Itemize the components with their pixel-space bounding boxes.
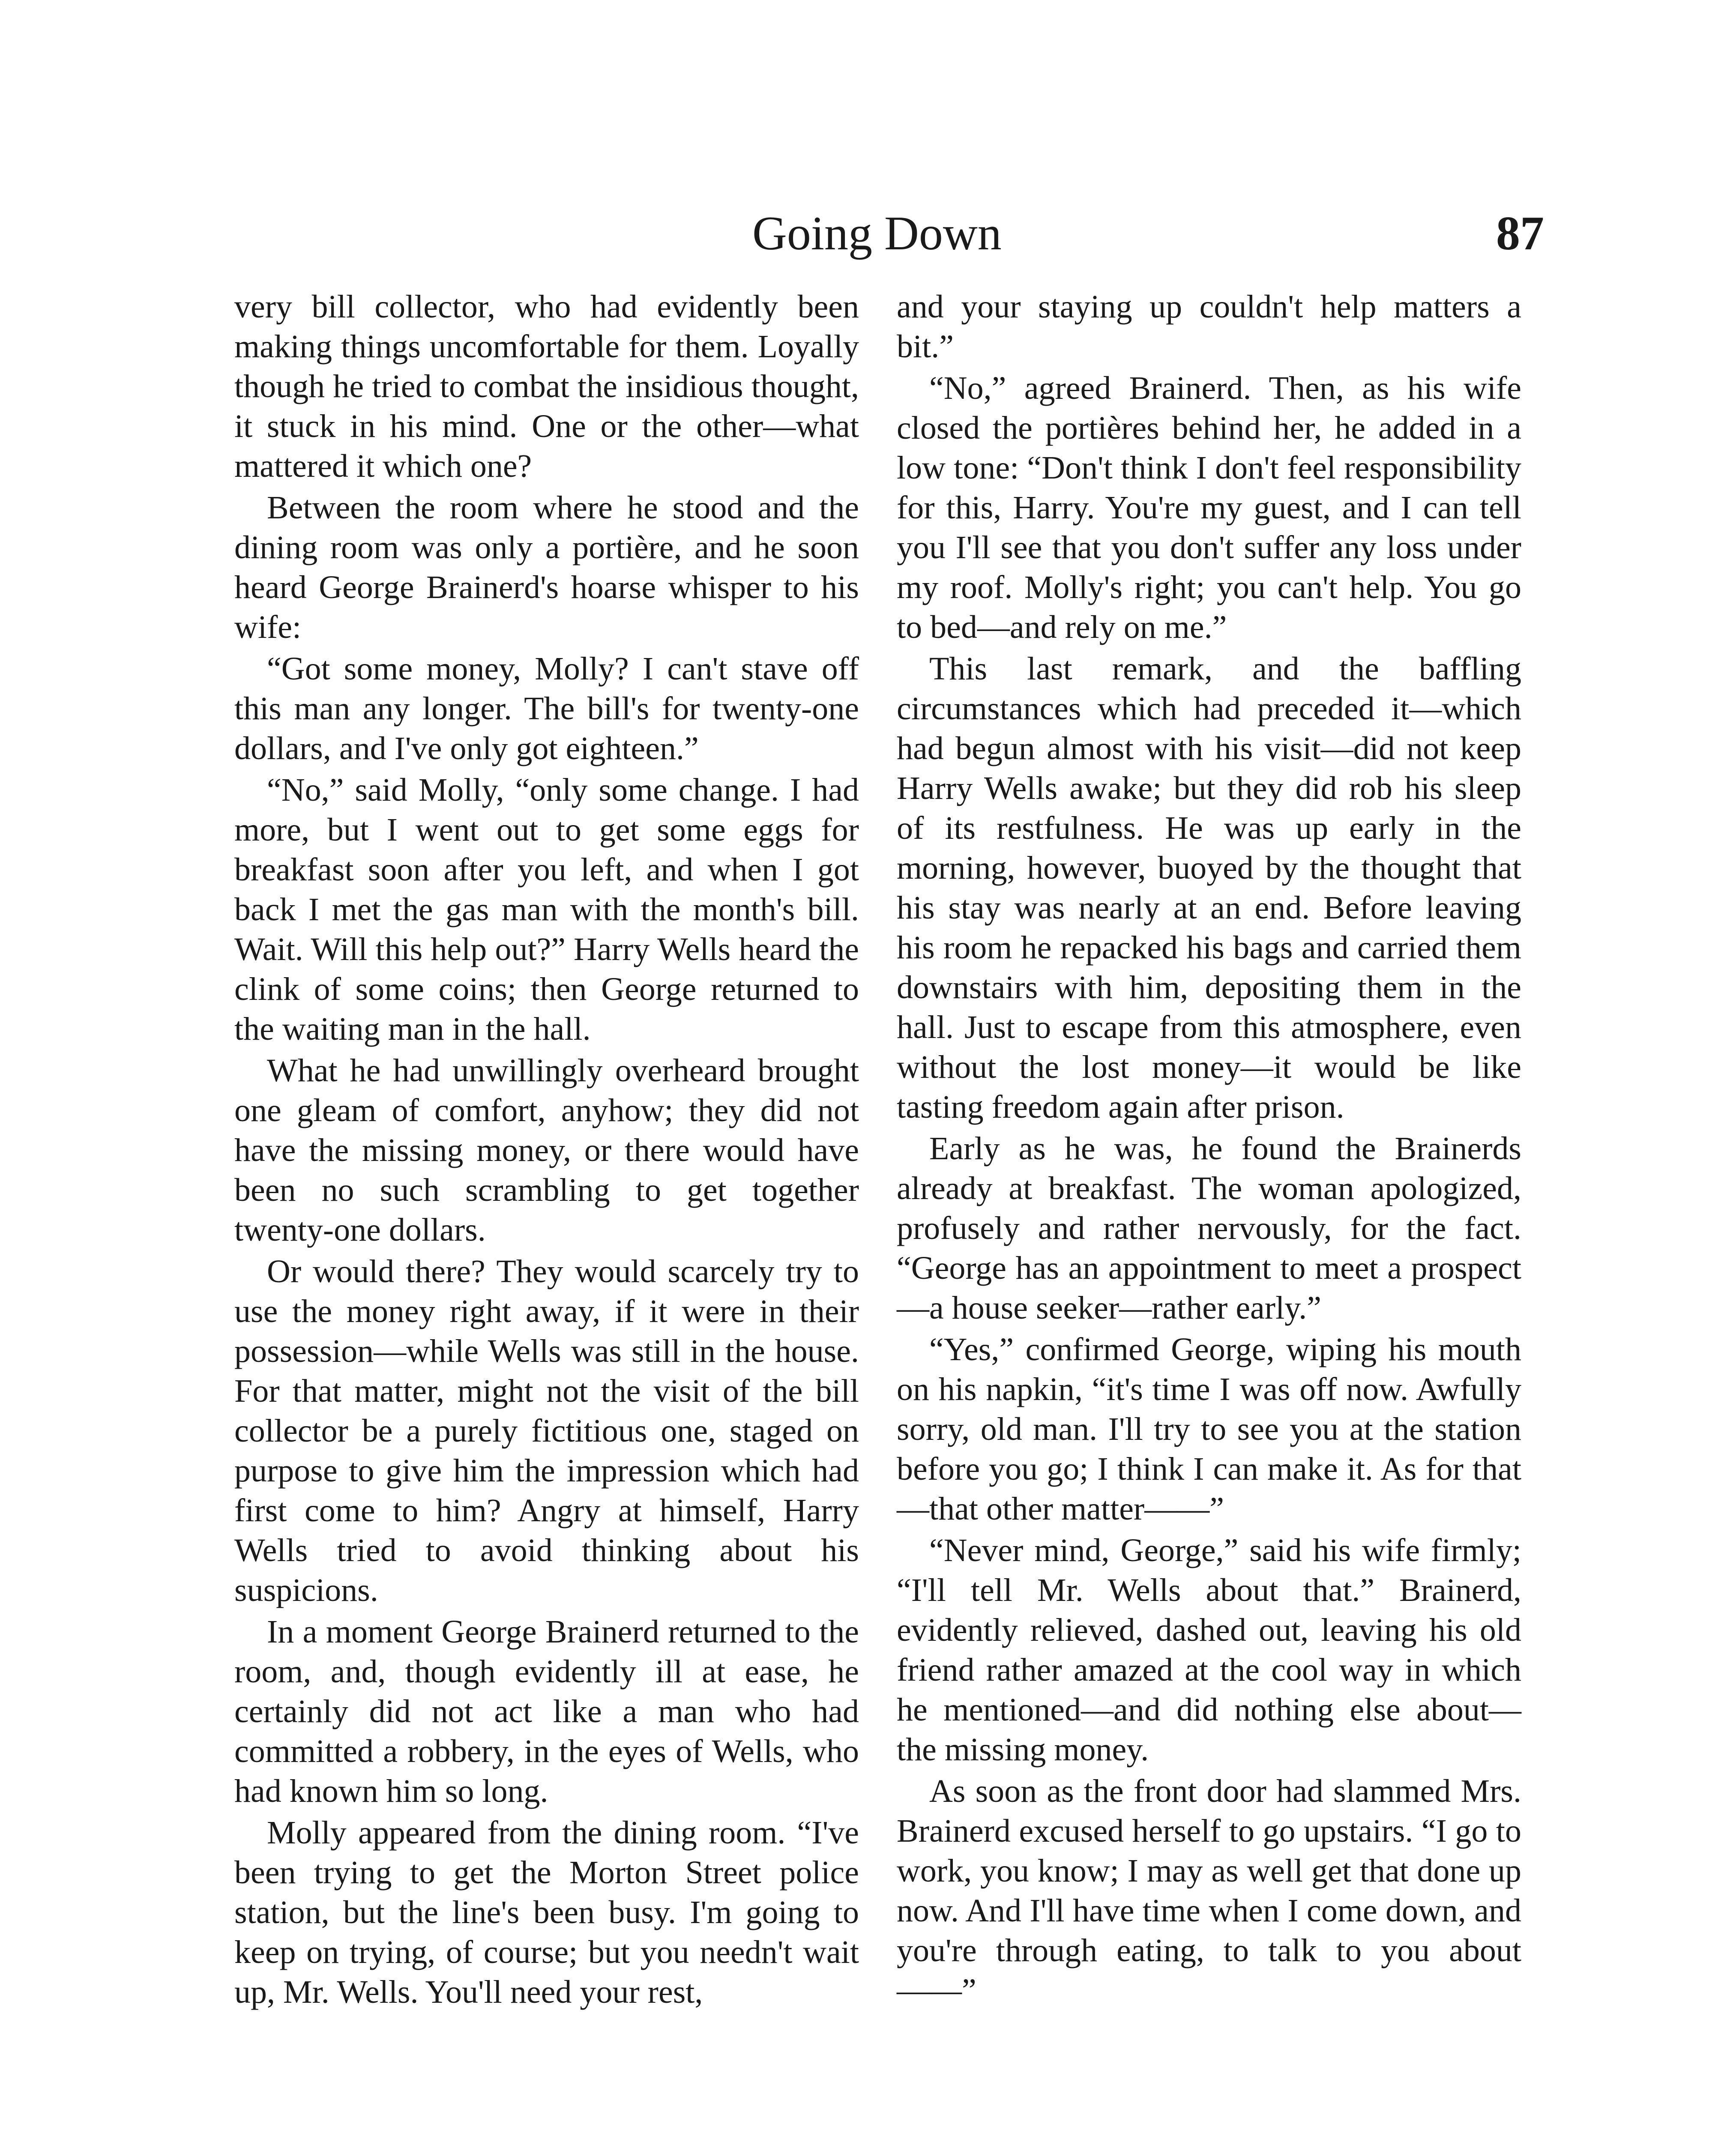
paragraph: Or would there? They would scarcely try to use the money right away, if it were in their possession—while Wells was still in the house. For that matter, might not the visit of the bill collector be a purely fictitious one, staged on purpose to give him the impression which had first come to him? Angry at himself, Harry Wells tried to avoid thinking about his suspicions.	[234, 1253, 859, 1608]
left-text-column	[234, 287, 859, 2014]
paragraph: Between the room where he stood and the dining room was only a portière, and he soon heard George Brainerd's hoarse whisper to his wife:	[234, 490, 859, 645]
paragraph: “Yes,” confirmed George, wiping his mouth on his napkin, “it's time I was off now. Awfully sorry, old man. I'll try to see you at the station before you go; I think I can make it. As for that—that other matter——”	[897, 1331, 1521, 1527]
page-number: 87	[1496, 207, 1544, 260]
running-title: Going Down	[752, 207, 1002, 260]
paragraph: “Got some money, Molly? I can't stave off this man any longer. The bill's for twenty-one dollars, and I've only got eighteen.”	[234, 651, 859, 766]
paragraph: In a moment George Brainerd returned to the room, and, though evidently ill at ease, he certainly did not act like a man who had committed a robbery, in the eyes of Wells, who had known him so long.	[234, 1614, 859, 1809]
paragraph: “Never mind, George,” said his wife firmly; “I'll tell Mr. Wells about that.” Brainerd, evidently relieved, dashed out, leaving his old friend rather amazed at the cool way in which he mentioned—and did nothing else about—the missing money.	[897, 1532, 1521, 1768]
paragraph: Molly appeared from the dining room. “I've been trying to get the Morton Street police station, but the line's been busy. I'm going to keep on trying, of course; but you needn't wait up, Mr. Wells. You'll need your rest,	[234, 1815, 859, 2010]
right-text-column	[897, 287, 1521, 2012]
paragraph: Early as he was, he found the Brainerds already at breakfast. The woman apologized, profusely and rather nervously, for the fact. “George has an appointment to meet a prospect—a house seeker—rather early.”	[897, 1131, 1521, 1326]
paragraph: As soon as the front door had slammed Mrs. Brainerd excused herself to go upstairs. “I go to work, you know; I may as well get that done up now. And I'll have time when I come down, and you're through eating, to talk to you about——”	[897, 1773, 1521, 2008]
paragraph: and your staying up couldn't help matters a bit.”	[897, 289, 1521, 365]
paragraph: “No,” agreed Brainerd. Then, as his wife closed the portières behind her, he added in a low tone: “Don't think I don't feel responsibility for this, Harry. You're my guest, and I can tell you I'll see that you don't suffer any loss under my roof. Molly's right; you can't help. You go to bed—and rely on me.”	[897, 370, 1521, 645]
paragraph: very bill collector, who had evidently been making things uncomfortable for them. Loyally though he tried to combat the insidious thought, it stuck in his mind. One or the other—what mattered it which one?	[234, 289, 859, 484]
paragraph: This last remark, and the baffling circumstances which had preceded it—which had begun almost with his visit—did not keep Harry Wells awake; but they did rob his sleep of its restfulness. He was up early in the morning, however, buoyed by the thought that his stay was nearly at an end. Before leaving his room he repacked his bags and carried them downstairs with him, depositing them in the hall. Just to escape from this atmosphere, even without the lost money—it would be like tasting freedom again after prison.	[897, 651, 1521, 1125]
paragraph: “No,” said Molly, “only some change. I had more, but I went out to get some eggs for breakfast soon after you left, and when I got back I met the gas man with the month's bill. Wait. Will this help out?” Harry Wells heard the clink of some coins; then George returned to the waiting man in the hall.	[234, 772, 859, 1047]
paragraph: What he had unwillingly overheard brought one gleam of comfort, anyhow; they did not have the missing money, or there would have been no such scrambling to get together twenty-one dollars.	[234, 1053, 859, 1248]
